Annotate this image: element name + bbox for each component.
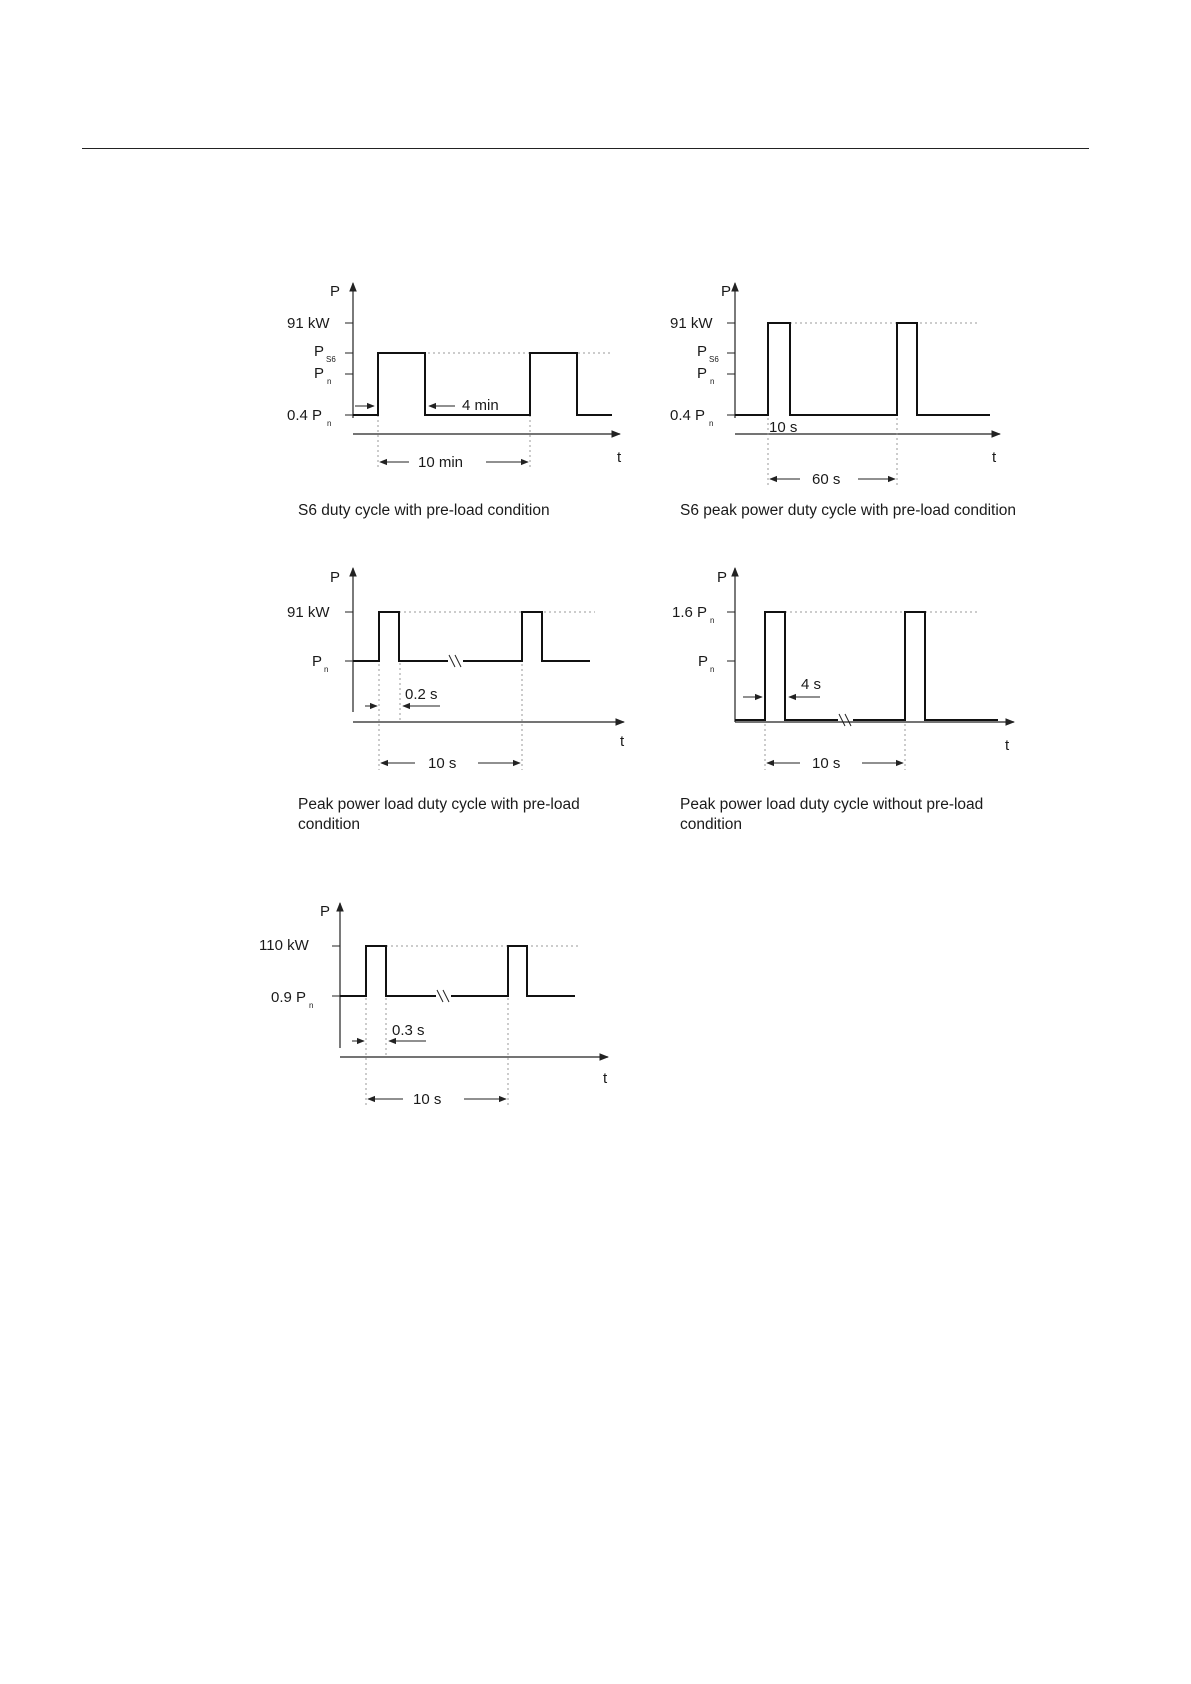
level-label-pn-sub: n	[710, 377, 715, 386]
x-axis-label: t	[992, 449, 997, 466]
level-label-ps6: P	[314, 343, 325, 360]
time-break-icon	[449, 655, 461, 667]
level-label-91kw: 91 kW	[670, 315, 713, 332]
level-label-pn: P	[697, 365, 708, 382]
period-label: 10 s	[812, 755, 841, 772]
time-break-icon	[839, 714, 851, 726]
diagram-s6-peak-preload	[670, 283, 1016, 519]
level-label-pn: P	[312, 653, 323, 670]
level-label-16pn-sub: n	[710, 616, 715, 625]
x-axis-label: t	[603, 1070, 608, 1087]
x-axis-label: t	[620, 733, 625, 750]
level-label-04pn: 0.4 P	[670, 407, 706, 424]
level-label-pn-sub: n	[327, 377, 332, 386]
caption-line-2: condition	[298, 816, 361, 833]
x-axis-label: t	[617, 449, 622, 466]
caption-line-2: condition	[680, 816, 743, 833]
caption-line-1: S6 duty cycle with pre-load condition	[298, 502, 550, 519]
level-label-09pn: 0.9 P	[271, 989, 307, 1006]
period-label: 10 s	[413, 1091, 442, 1108]
level-label-91kw: 91 kW	[287, 604, 330, 621]
x-axis-label: t	[1005, 737, 1010, 754]
level-label-ps6-sub: S6	[709, 355, 719, 364]
level-label-pn-sub: n	[324, 665, 329, 674]
diagram-peak-preload	[287, 568, 625, 833]
pulse-time-label: 4 s	[801, 676, 822, 693]
level-label-ps6-sub: S6	[326, 355, 336, 364]
level-label-110kw: 110 kW	[259, 937, 309, 954]
diagram-s6-preload	[287, 283, 622, 519]
diagram-peak-110kw	[259, 903, 608, 1108]
period-label: 10 s	[428, 755, 457, 772]
time-break-icon	[437, 990, 449, 1002]
period-label: 10 min	[418, 454, 464, 471]
level-label-91kw: 91 kW	[287, 315, 330, 332]
off-time-label: 4 min	[462, 397, 499, 414]
caption-line-1: Peak power load duty cycle with pre-load	[298, 796, 580, 813]
load-waveform	[353, 612, 590, 661]
y-axis-label: P	[330, 569, 341, 586]
load-waveform	[735, 323, 990, 415]
pulse-time-label: 0.3 s	[392, 1022, 425, 1039]
pulse-time-label: 0.2 s	[405, 686, 438, 703]
level-label-pn: P	[698, 653, 709, 670]
y-axis-label: P	[717, 569, 728, 586]
level-label-16pn: 1.6 P	[672, 604, 708, 621]
level-label-04pn: 0.4 P	[287, 407, 323, 424]
load-waveform	[340, 946, 575, 996]
level-label-ps6: P	[697, 343, 708, 360]
y-axis-label: P	[320, 903, 331, 920]
level-label-pn-sub: n	[710, 665, 715, 674]
level-label-pn: P	[314, 365, 325, 382]
period-label: 60 s	[812, 471, 841, 488]
y-axis-label: P	[330, 283, 341, 300]
load-waveform	[735, 612, 998, 720]
diagram-peak-no-preload	[672, 568, 1014, 833]
pulse-time-label: 10 s	[769, 419, 798, 436]
level-label-04pn-sub: n	[327, 419, 332, 428]
caption-line-1: S6 peak power duty cycle with pre-load condition	[680, 502, 1017, 519]
caption-line-1: Peak power load duty cycle without pre-load	[680, 796, 984, 813]
level-label-04pn-sub: n	[709, 419, 714, 428]
level-label-09pn-sub: n	[309, 1001, 314, 1010]
y-axis-label: P	[721, 283, 732, 300]
